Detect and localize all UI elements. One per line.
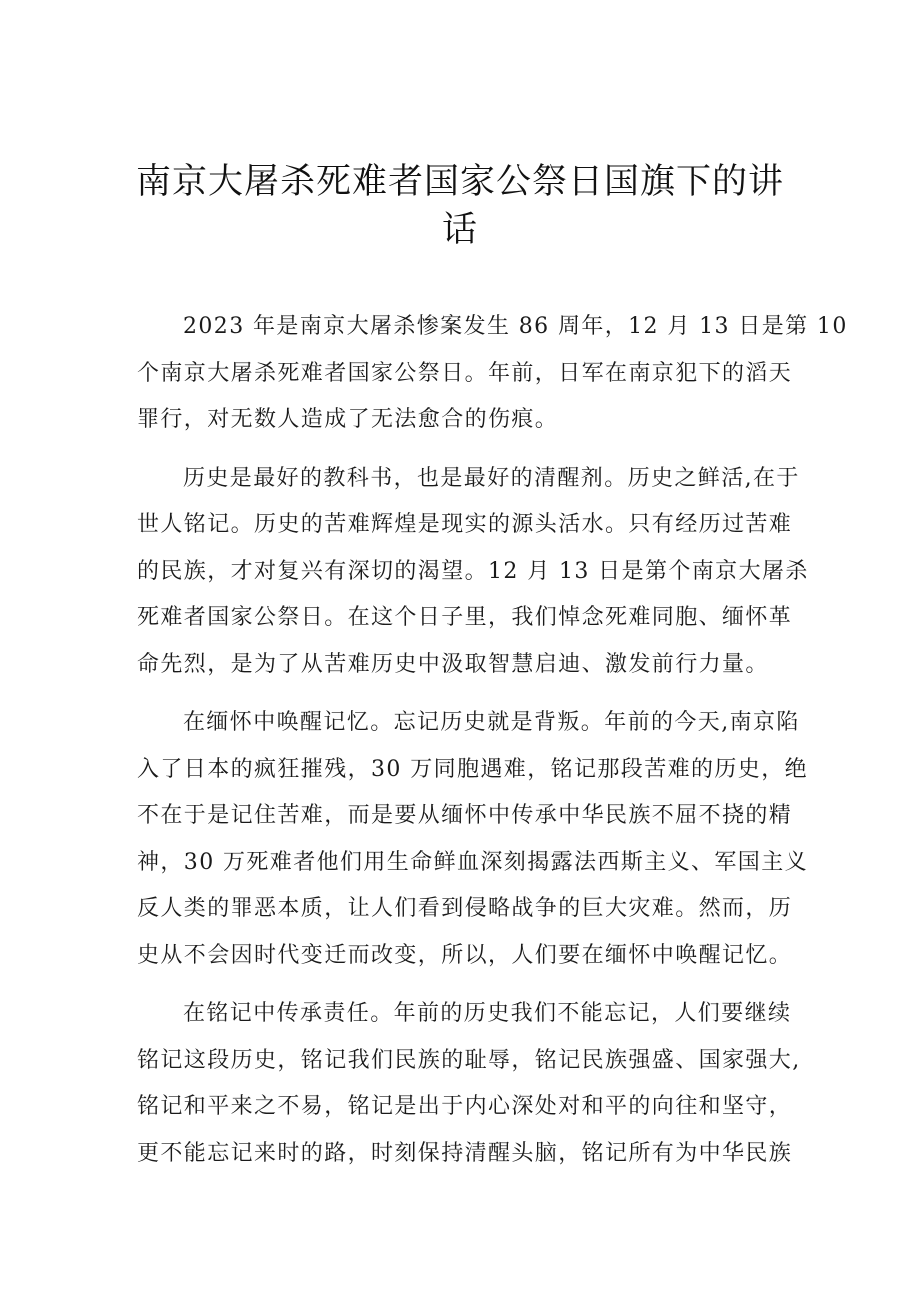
text-line: 神，30 万死难者他们用生命鲜血深刻揭露法西斯主义、军国主义 xyxy=(137,849,808,875)
text-line: 2023 年是南京大屠杀惨案发生 86 周年，12 月 13 日是第 10 xyxy=(183,314,848,339)
text-line: 在铭记中传承责任。年前的历史我们不能忘记，人们要继续 xyxy=(183,1001,792,1026)
title-line: 南京大屠杀死难者国家公祭日国旗下的讲 xyxy=(135,162,784,202)
text-line: 个南京大屠杀死难者国家公祭日。年前，日军在南京犯下的滔天 xyxy=(137,360,793,386)
text-line: 死难者国家公祭日。在这个日子里，我们悼念死难同胞、缅怀革 xyxy=(137,605,793,630)
text-line: 命先烈，是为了从苦难历史中汲取智慧启迪、激发前行力量。 xyxy=(137,651,769,677)
page-title xyxy=(110,158,810,254)
text-line: 反人类的罪恶本质，让人们看到侵略战争的巨大灾难。然而，历 xyxy=(137,896,793,921)
paragraph xyxy=(137,456,809,689)
text-line: 铭记这段历史，铭记我们民族的耻辱，铭记民族强盛、国家强大, xyxy=(137,1047,801,1073)
text-line: 历史是最好的教科书，也是最好的清醒剂。历史之鲜活,在于 xyxy=(183,465,800,491)
text-line: 入了日本的疯狂摧残，30 万同胞遇难，铭记那段苦难的历史，绝 xyxy=(137,756,808,782)
text-line: 史从不会因时代变迁而改变，所以，人们要在缅怀中唤醒记忆。 xyxy=(137,942,793,968)
title-line: 话 xyxy=(441,210,478,250)
paragraph xyxy=(137,991,801,1177)
paragraph xyxy=(137,304,848,444)
text-line: 更不能忘记来时的路，时刻保持清醒头脑，铭记所有为中华民族 xyxy=(137,1140,793,1166)
text-line: 的民族，才对复兴有深切的渴望。12 月 13 日是第个南京大屠杀 xyxy=(137,558,809,584)
text-line: 在缅怀中唤醒记忆。忘记历史就是背叛。年前的今天,南京陷 xyxy=(183,710,800,735)
paragraph xyxy=(137,700,808,979)
text-line: 不在于是记住苦难，而是要从缅怀中传承中华民族不屈不挠的精 xyxy=(137,803,793,828)
text-line: 世人铭记。历史的苦难辉煌是现实的源头活水。只有经历过苦难 xyxy=(137,512,793,537)
document-body xyxy=(137,304,848,1189)
text-line: 罪行，对无数人造成了无法愈合的伤痕。 xyxy=(137,407,559,432)
text-line: 铭记和平来之不易，铭记是出于内心深处对和平的向往和坚守， xyxy=(137,1094,793,1119)
